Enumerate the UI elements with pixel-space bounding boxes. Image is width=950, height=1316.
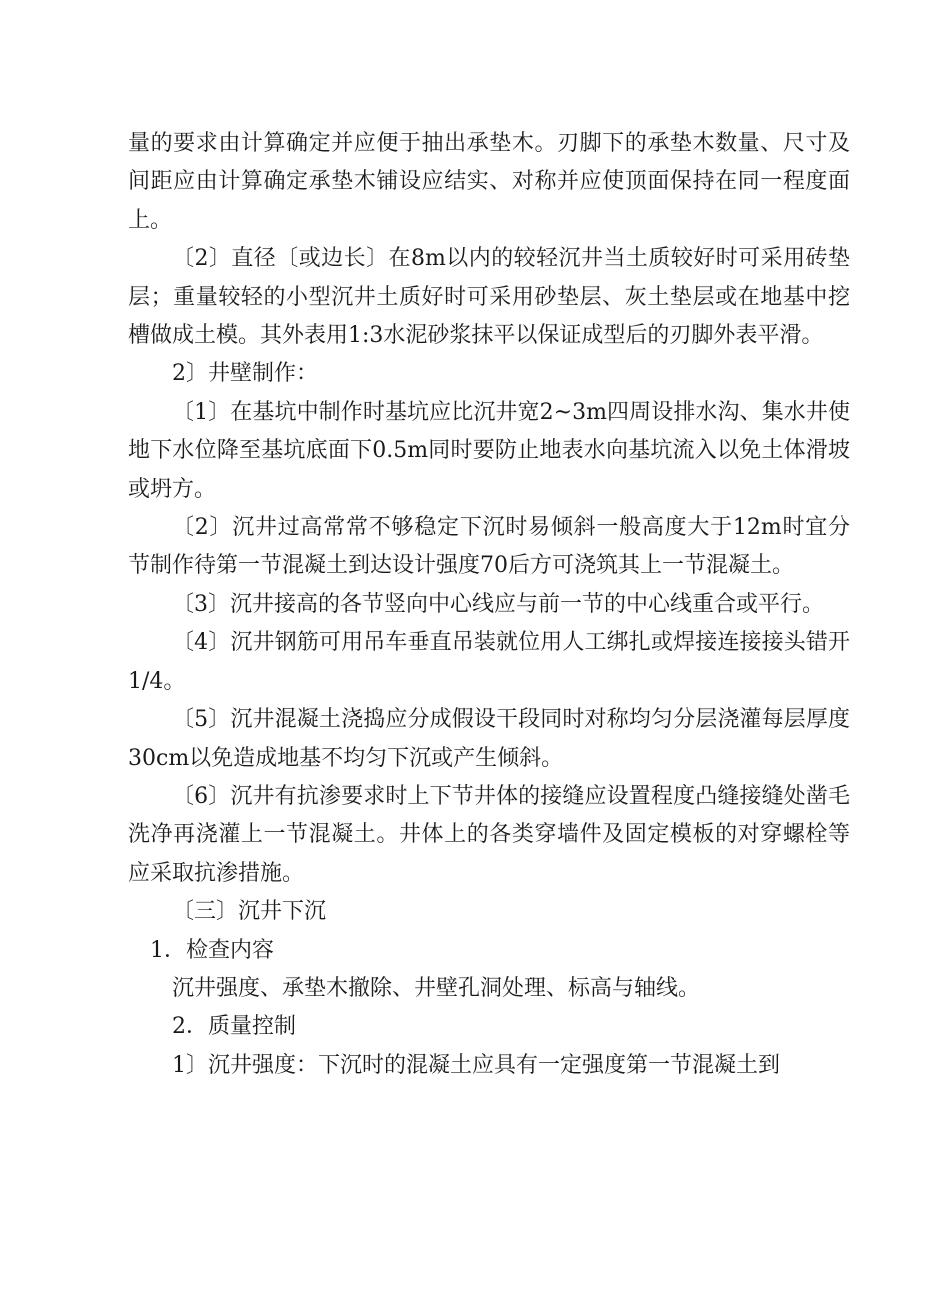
paragraph-sinking-strength: 1〕沉井强度：下沉时的混凝土应具有一定强度第一节混凝土到 — [172, 1052, 780, 1078]
heading-check-items: 1．检查内容 — [150, 937, 274, 963]
heading-quality-control: 2．质量控制 — [172, 1014, 296, 1040]
paragraph-brick-cushion: 〔2〕直径〔或边长〕在8m以内的较轻沉井当土质较好时可采用砖垫层；重量较轻的小型沉井土质好时可采用砂垫层、灰土垫层或在地基中挖槽做成土模。其外表用1:3水泥砂浆抹平以保证成型后的刃脚外表平滑。 — [128, 246, 850, 349]
heading-section-3: 〔三〕沉井下沉 — [172, 899, 327, 925]
paragraph-wall-item-5: 〔5〕沉井混凝土浇捣应分成假设干段同时对称均匀分层浇灌每层厚度30cm以免造成地基不均匀下沉或产生倾斜。 — [128, 707, 850, 771]
paragraph-continuation: 量的要求由计算确定并应便于抽出承垫木。刃脚下的承垫木数量、尺寸及间距应由计算确定承垫木铺设应结实、对称并应使顶面保持在同一程度面上。 — [128, 131, 850, 233]
paragraph-wall-item-3: 〔3〕沉井接高的各节竖向中心线应与前一节的中心线重合或平行。 — [172, 591, 824, 617]
heading-wall-fabrication: 2〕井壁制作： — [172, 361, 318, 387]
paragraph-check-content: 沉井强度、承垫木撤除、井壁孔洞处理、标高与轴线。 — [172, 975, 701, 1001]
paragraph-wall-item-2: 〔2〕沉井过高常常不够稳定下沉时易倾斜一般高度大于12m时宜分节制作待第一节混凝土到达设计强度70后方可浇筑其上一节混凝土。 — [128, 515, 850, 579]
paragraph-wall-item-6: 〔6〕沉井有抗渗要求时上下节井体的接缝应设置程度凸缝接缝处凿毛洗净再浇灌上一节混凝土。井体上的各类穿墙件及固定模板的对穿螺栓等应采取抗渗措施。 — [128, 783, 850, 886]
document-body — [128, 125, 850, 1085]
paragraph-wall-item-4: 〔4〕沉井钢筋可用吊车垂直吊装就位用人工绑扎或焊接连接接头错开1/4。 — [128, 630, 850, 694]
paragraph-wall-item-1: 〔1〕在基坑中制作时基坑应比沉井宽2~3m四周设排水沟、集水井使地下水位降至基坑底面下0.5m同时要防止地表水向基坑流入以免土体滑坡或坍方。 — [128, 399, 850, 502]
